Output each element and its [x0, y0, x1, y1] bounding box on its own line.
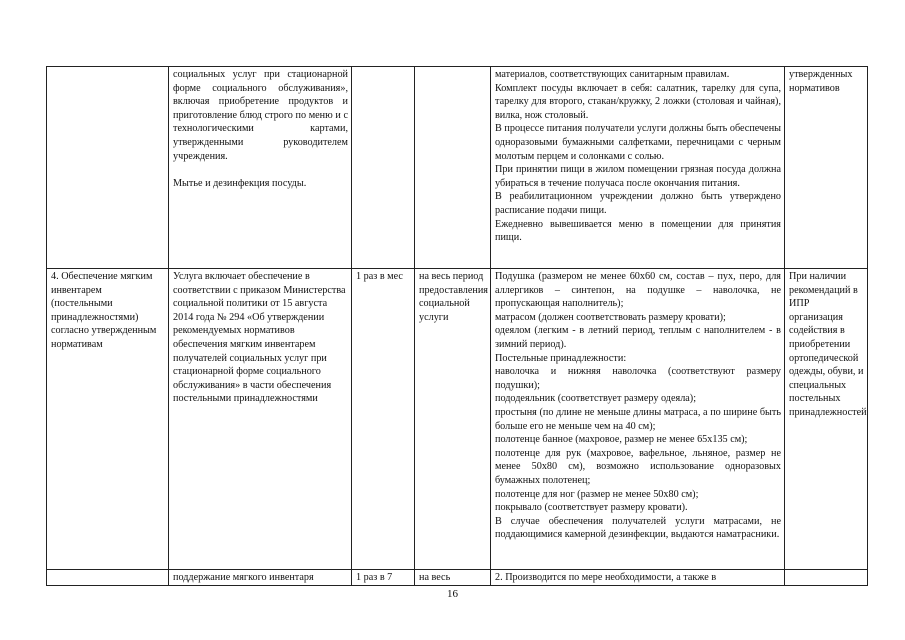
service-description-cell: Услуга включает обеспечение в соответствии с приказом Министерства социальной политики от 15 августа 2014 года № 294 «Об утверждении рекомендуемых нормативов обеспечения мягким инвентарем получателей социальных услуг при стационарной форме социального обслуживания» в части обеспечения постельными принадлежностями: [169, 269, 352, 570]
table-row: [47, 67, 868, 269]
quality-indicators-cell: Подушка (размером не менее 60х60 см, состав – пух, перо, для аллергиков – синтепон, на подушке – наволочка, не пропускающая наполнитель); матрасом (должен соответствовать размеру кровати); одеялом (легким - в летний период, теплым с наполнителем - в зимний период). Постельные принадлежности: наволочка и нижняя наволочка (соответствуют размеру подушки); пододеяльник (соответствует размеру одеяла); простыня (по длине не меньше длины матраса, а по ширине быть больше его не меньше чем на 40 см); полотенце банное (махровое, размер не менее 65х135 см); полотенце для рук (махровое, вафельное, льняное, размер не менее 50х80 см), возможно использование одноразовых бумажных полотенец; полотенце для ног (размер не менее 50х80 см); покрывало (соответствует размеру кровати). В случае обеспечения получателей услуги матрасами, не поддающимися камерной дезинфекции, выдаются наматрасники.: [491, 269, 785, 570]
frequency-cell: 1 раз в 7: [352, 570, 415, 586]
quality-indicators-cell: материалов, соответствующих санитарным правилам. Комплект посуды включает в себя: салатник, тарелку для супа, тарелку для второго, стакан/кружку, 2 ложки (столовая и чайная), вилка, нож столовый. В процессе питания получатели услуги должны быть обеспечены одноразовыми бумажными салфетками, перечницами с черным молотым перцем и солонками с солью. При принятии пищи в жилом помещении грязная посуда должна убираться в течение получаса после окончания питания. В реабилитационном учреждении должно быть утверждено расписание подачи пищи. Ежедневно вывешивается меню в помещении для принятия пищи.: [491, 67, 785, 269]
services-table: [46, 66, 868, 586]
conditions-cell: утвержденных нормативов: [785, 67, 868, 269]
service-name-cell: [47, 570, 169, 586]
quality-indicators-cell: 2. Производится по мере необходимости, а также в: [491, 570, 785, 586]
frequency-cell: [352, 67, 415, 269]
service-name-cell: [47, 67, 169, 269]
period-cell: [415, 67, 491, 269]
period-cell: на весь: [415, 570, 491, 586]
service-name-cell: 4. Обеспечение мягким инвентарем (постельными принадлежностями) согласно утвержденным нормативам: [47, 269, 169, 570]
page-number: 16: [447, 588, 458, 600]
table-row: [47, 269, 868, 570]
table-row: [47, 570, 868, 586]
conditions-cell: [785, 570, 868, 586]
service-description-cell: поддержание мягкого инвентаря: [169, 570, 352, 586]
conditions-cell: При наличии рекомендаций в ИПР организация содействия в приобретении ортопедической одежды, обуви, и специальных постельных принадлежностей: [785, 269, 868, 570]
period-cell: на весь период предоставления социальной услуги: [415, 269, 491, 570]
frequency-cell: 1 раз в мес: [352, 269, 415, 570]
service-description-cell: социальных услуг при стационарной форме социального обслуживания», включая приобретение продуктов и приготовление блюд строго по меню и с технологическими картами, утвержденными руководителем учреждения. Мытье и дезинфекция посуды.: [169, 67, 352, 269]
